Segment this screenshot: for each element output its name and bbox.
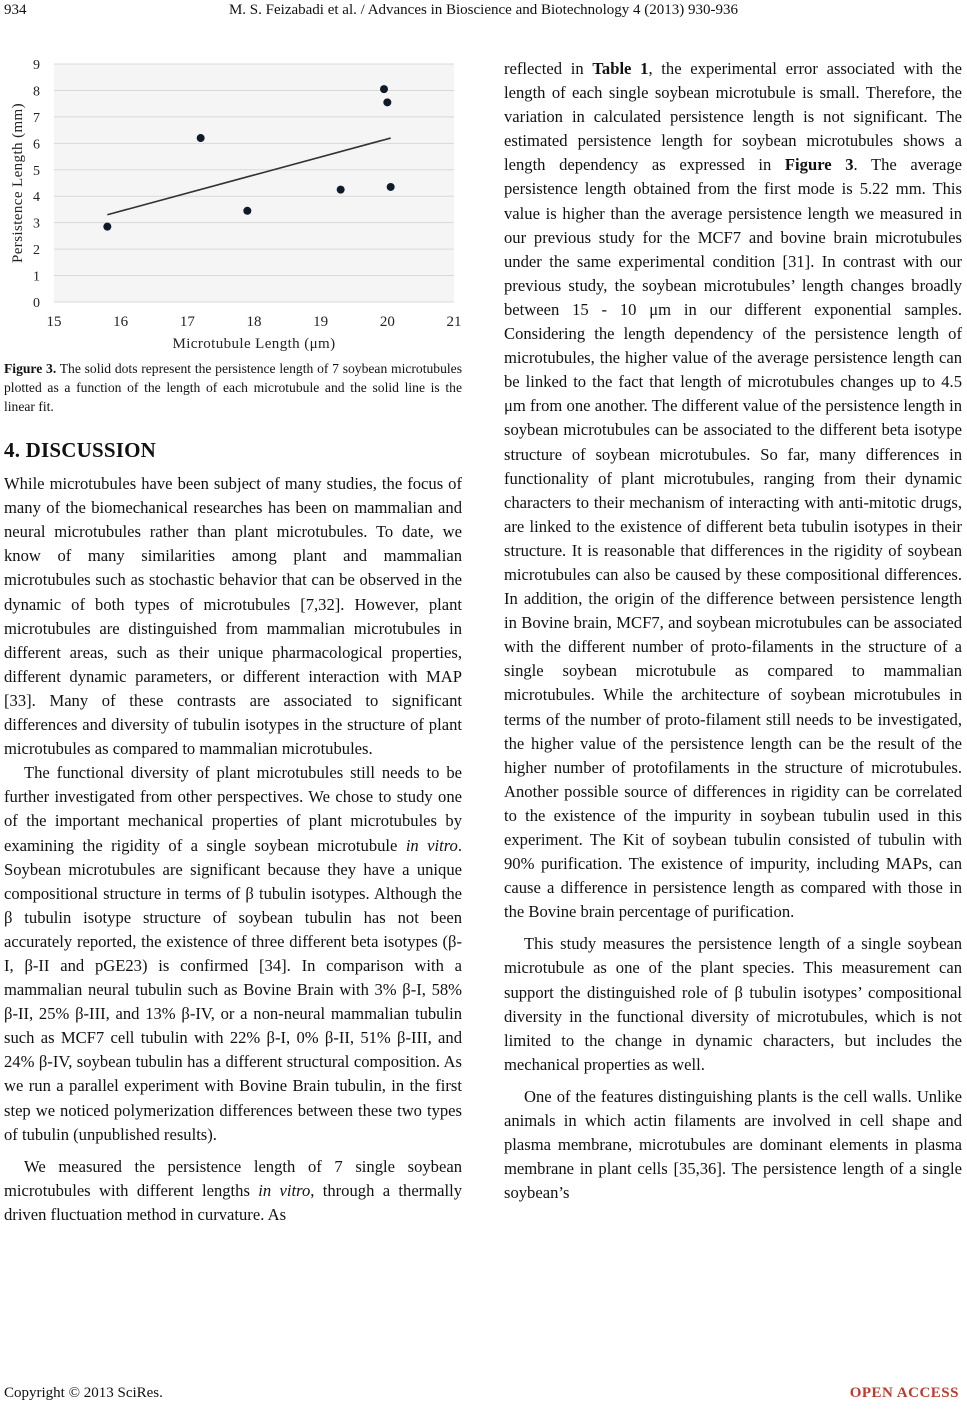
plot-area [54,64,454,302]
open-access-label: OPEN ACCESS [849,1385,959,1401]
right-p1-text-b: , the experimental error associated with the length of each single soybean microtubule is small. Therefore, the variation in calculated persistence length is not significant. The estimated persistence length for soybean microtubules shows a length dependency as expressed in [504,59,962,175]
y-tick-label: 8 [33,84,40,100]
y-tick-label: 5 [33,163,40,179]
figure-caption-label: Figure 3. [4,361,57,376]
discussion-paragraph-1: While microtubules have been subject of many studies, the focus of many of the biomechanical researches has been on mammalian and neural microtubules rather than plant microtubules. To date, we know of many similarities among plant and mammalian microtubules such as stochastic behavior that can be observed in the dynamic of both types of microtubules [7,32]. However, plant microtubules are distinguished from mammalian microtubules in different areas, such as their unique pharmacological properties, different dynamic parameters, or different interaction with MAP [33]. Many of these contrasts are associated to significant differences and diversity of tubulin isotypes in the structure of plant microtubules as compared to mammalian microtubules. [4,474,462,759]
y-tick-label: 1 [33,269,40,285]
data-point [197,134,205,142]
data-point [337,186,345,194]
x-tick-label: 17 [179,314,195,330]
y-tick-label: 2 [33,243,40,259]
table-1-reference: Table 1 [592,59,649,78]
right-column [504,57,962,1205]
page-number: 934 [4,2,27,18]
discussion-paragraph-2 [4,761,462,1147]
page-footer [0,1385,967,1409]
figure-3 [4,52,462,357]
y-axis-label: Persistence Length (mm) [10,103,26,263]
data-point [387,183,395,191]
journal-citation-header: M. S. Feizabadi et al. / Advances in Bioscience and Biotechnology 4 (2013) 930-936 [228,2,739,18]
discussion-paragraph-3 [4,1155,462,1227]
section-heading-discussion: 4. DISCUSSION [4,438,156,462]
discussion-p3-text-b: , through a thermally driven fluctuation method in curvature. As [4,1180,462,1224]
figure-caption [4,359,462,416]
right-paragraph-3: One of the features distinguishing plants is the cell walls. Unlike animals in which actin filaments are involved in cell shape and plasma membrane, microtubules are dominant elements in plasma membrane in plant cells [35,36]. The persistence length of a single soybean’s [504,1086,962,1203]
x-tick-label: 20 [379,314,395,330]
discussion-p2-italic: in vitro [405,835,458,855]
discussion-p3-text-a: We measured the persistence length of 7 single soybean microtubules with different lengths [4,1156,462,1200]
right-paragraph-1 [504,57,962,924]
y-tick-label: 3 [33,216,40,232]
data-point [380,85,388,93]
figure-caption-text: The solid dots represent the persistence length of 7 soybean microtubules plotted as a function of the length of each microtubule and the solid line is the linear fit. [4,361,462,414]
data-point [383,98,391,106]
right-p1-text-c: . The average persistence length obtained from the first mode is 5.22 mm. This value is higher than the average persistence length we measured in our previous study for the MCF7 and bovine brain microtubules under the same experimental condition [31]. In contrast with our previous study, the soybean microtubules’ length changes broadly between 15 - 10 μm in our different exponential samples. Considering the length dependency of the persistence length of microtubules, the higher value of the average persistence length can be linked to the fact that length of microtubules changes up to 4.5 μm from one another. The different value of the persistence length in soybean microtubules can be associated to the different beta isotype structure of soybean microtubules. So far, many differences in functionality of plant microtubules, ranging from their dynamic characters to their mechanism of interacting with anti-mitotic drugs, are linked to the existence of different beta tubulin isotypes in their structure. It is reasonable that differences in the rigidity of soybean microtubules can also be caused by these compositional differences. In addition, the origin of the difference between persistence length in Bovine brain, MCF7, and soybean microtubules can be associated with the different number of proto-filaments in the structure of a single soybean microtubule as compared to mammalian microtubules. While the architecture of soybean microtubules in terms of the number of proto-filament still needs to be investigated, the higher value of the persistence length can be the result of the higher number of protofilaments in the structure of microtubules. Another possible source of differences in rigidity can be correlated to the existence of the impurity in soybean tubulin used in this experiment. The Kit of soybean tubulin consisted of tubulin with 90% purification. The existence of impurity, including MAPs, can cause a difference in persistence length as compared with those in the Bovine brain percentage of purification. [504,155,962,922]
y-tick-label: 0 [33,296,40,311]
x-tick-label: 16 [113,314,129,330]
scatter-chart [4,52,462,357]
right-paragraph-2: This study measures the persistence length of a single soybean microtubule as one of the plant species. This measurement can support the distinguished role of β tubulin isotypes’ compositional diversity in the functional diversity of microtubules, which is not limited to the change in dynamic characters, but includes the mechanical properties as well. [504,934,962,1074]
x-tick-label: 18 [246,314,262,330]
x-tick-label: 15 [46,314,62,330]
data-point [243,207,251,215]
discussion-p3-italic: in vitro [258,1180,311,1200]
copyright-notice: Copyright © 2013 SciRes. [4,1385,163,1401]
discussion-p2-text-a: The functional diversity of plant microtubules still needs to be further investigated from other perspectives. We chose to study one of the important mechanical properties of plant microtubules by examining the rigidity of a single soybean microtubule [4,763,462,855]
left-column [4,52,462,1227]
y-tick-label: 9 [33,58,40,73]
x-tick-label: 21 [446,314,462,330]
x-tick-label: 19 [313,314,329,330]
right-p1-text-a: reflected in [504,59,593,78]
y-tick-label: 4 [33,190,40,206]
y-tick-label: 7 [33,110,40,126]
data-point [103,223,111,231]
x-axis-label: Microtubule Length (μm) [172,336,336,352]
discussion-p2-text-b: . Soybean microtubules are significant because they have a unique compositional structure in terms of β tubulin isotypes. Although the β tubulin isotype structure of soybean tubulin has not been accurately reported, the existence of three different beta isotypes (β-I, β-II and pGE23) is confirmed [34]. In comparison with a mammalian neural tubulin such as Bovine Brain with 3% β-I, 58% β-II, 25% β-III, and 13% β-IV, or a non-neural mammalian tubulin such as MCF7 cell tubulin with 22% β-I, 0% β-II, 51% β-III, and 24% β-IV, soybean tubulin has a different structural composition. As we run a parallel experiment with Bovine Brain tubulin, in the first step we noticed polymerization differences between these two types of tubulin (unpublished results). [4,835,463,1144]
running-head [0,2,967,24]
y-tick-label: 6 [33,137,40,153]
figure-3-reference: Figure 3 [784,155,854,175]
